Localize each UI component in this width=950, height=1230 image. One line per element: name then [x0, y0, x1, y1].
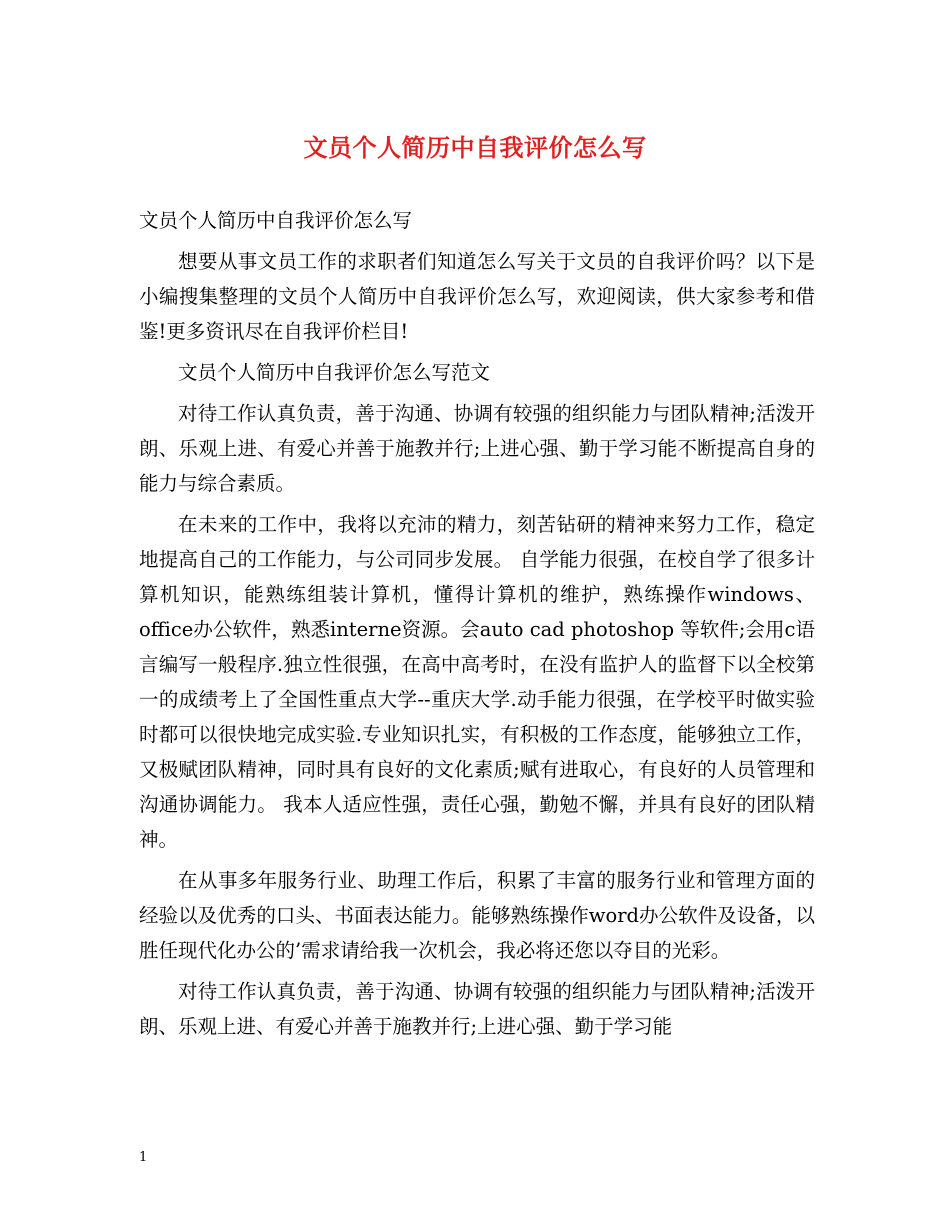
paragraph-example-3: 在从事多年服务行业、助理工作后，积累了丰富的服务行业和管理方面的经验以及优秀的口头、书面表达能力。能够熟练操作word办公软件及设备，以胜任现代化办公的’需求请给我一次机会，我必将还您以夺目的光彩。: [139, 869, 815, 962]
document-body: [139, 203, 815, 1050]
page-number: 1: [139, 1150, 148, 1165]
paragraph-section-heading: 文员个人简历中自我评价怎么写范文: [178, 361, 491, 384]
paragraph-intro: 想要从事文员工作的求职者们知道怎么写关于文员的自我评价吗？以下是小编搜集整理的文员个人简历中自我评价怎么写，欢迎阅读，供大家参考和借鉴!更多资讯尽在自我评价栏目!: [139, 250, 815, 343]
paragraph-example-2: 在未来的工作中，我将以充沛的精力，刻苦钻研的精神来努力工作，稳定地提高自己的工作能力，与公司同步发展。 自学能力很强，在校自学了很多计算机知识，能熟练组装计算机，懂得计算机的维护，熟练操作windows、office办公软件，熟悉interne资源。会auto cad photoshop 等软件;会用c语言编写一般程序.独立性很强，在高中高考时，在没有监护人的监督下以全校第一的成绩考上了全国性重点大学--重庆大学.动手能力很强，在学校平时做实验时都可以很快地完成实验.专业知识扎实，有积极的工作态度，能够独立工作，又极赋团队精神，同时具有良好的文化素质;赋有进取心，有良好的人员管理和沟通协调能力。 我本人适应性强，责任心强，勤勉不懈，并具有良好的团队精神。: [139, 513, 815, 851]
document-title: 文员个人简历中自我评价怎么写: [303, 133, 647, 162]
paragraph-example-1: 对待工作认真负责，善于沟通、协调有较强的组织能力与团队精神;活泼开朗、乐观上进、有爱心并善于施教并行;上进心强、勤于学习能不断提高自身的能力与综合素质。: [139, 402, 815, 495]
paragraph-subtitle: 文员个人简历中自我评价怎么写: [139, 209, 413, 232]
paragraph-example-4: 对待工作认真负责，善于沟通、协调有较强的组织能力与团队精神;活泼开朗、乐观上进、有爱心并善于施教并行;上进心强、勤于学习能: [139, 980, 815, 1038]
